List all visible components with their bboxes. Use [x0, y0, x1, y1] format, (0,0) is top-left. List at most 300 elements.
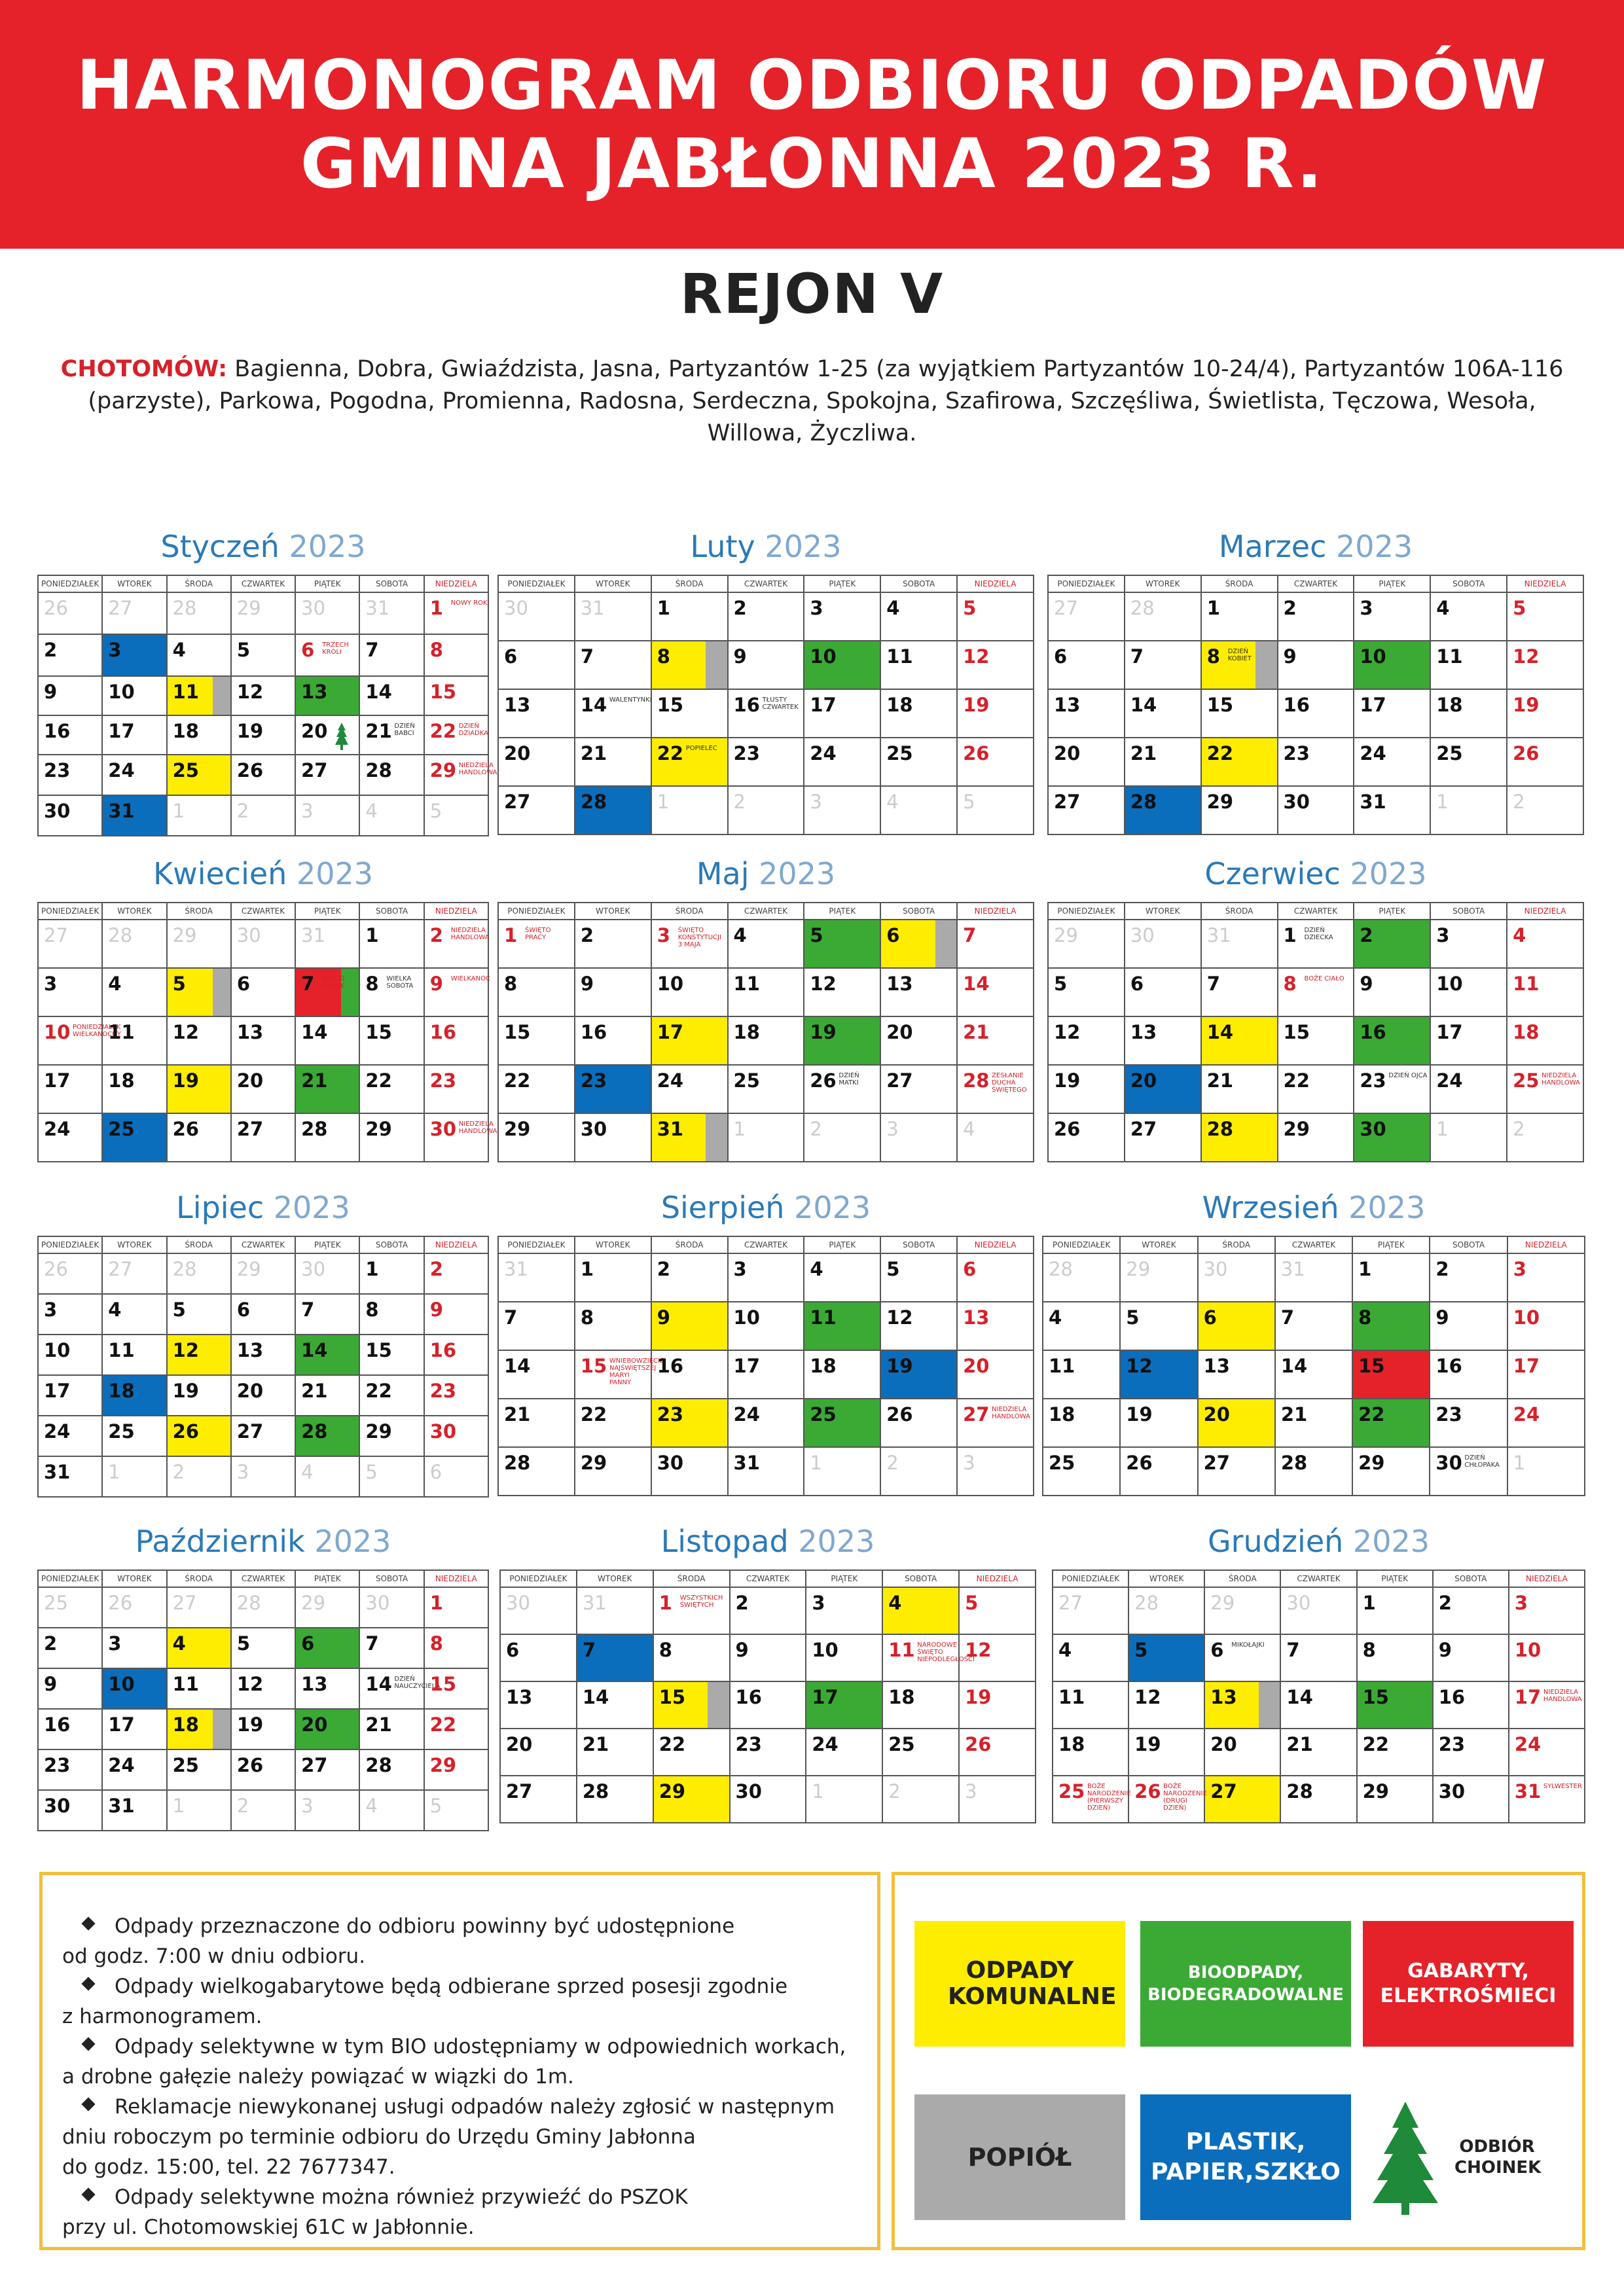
day-label: NIEDZIELA HANDLOWA [450, 927, 490, 941]
day-cell [167, 1749, 231, 1790]
day-number: 27 [108, 1258, 133, 1280]
day-number: 26 [1513, 742, 1540, 764]
day-number: 17 [810, 694, 837, 716]
other-month-day [804, 786, 880, 834]
day-cell [295, 634, 359, 676]
day-number: 18 [1436, 694, 1463, 716]
day-label: TRZECH KRÓLI [322, 641, 349, 656]
weekday-header: SOBOTA [880, 903, 957, 920]
day-cell [1201, 689, 1278, 738]
month-grid [37, 902, 497, 1162]
day-number: 23 [429, 1069, 457, 1092]
info-line [62, 2122, 857, 2152]
day-cell [359, 968, 424, 1016]
info-line [62, 1971, 857, 2001]
legend-popiol [914, 2094, 1125, 2220]
day-cell [651, 689, 728, 738]
day-cell [359, 1709, 424, 1749]
day-cell [1354, 641, 1430, 689]
day-number: 25 [1058, 1780, 1085, 1803]
day-cell [1275, 1399, 1352, 1447]
day-number: 4 [108, 973, 122, 995]
day-cell [653, 1729, 730, 1776]
day-cell [880, 1253, 957, 1302]
day-number: 24 [657, 1069, 684, 1092]
day-number: 1 [812, 1780, 824, 1803]
day-cell [231, 676, 295, 715]
other-month-day [359, 1790, 424, 1831]
weekday-header: NIEDZIELA [424, 575, 488, 592]
month-year: 2023 [296, 856, 374, 891]
info-line [62, 2152, 857, 2182]
day-number: 28 [172, 1258, 197, 1280]
day-number: 16 [429, 1021, 457, 1043]
day-number: 28 [582, 1780, 609, 1803]
day-label: NARODOWE ŚWIĘTO NIEPODLEGŁOŚCI [917, 1641, 975, 1663]
day-number: 20 [301, 1713, 328, 1736]
other-month-day [804, 1447, 880, 1496]
day-cell [804, 641, 880, 689]
day-number: 20 [236, 1069, 264, 1092]
day-number: 11 [733, 973, 760, 995]
day-number: 22 [1358, 1403, 1385, 1426]
day-number: 5 [965, 1592, 979, 1614]
weekday-header: SOBOTA [359, 903, 424, 920]
day-number: 29 [1283, 1118, 1310, 1140]
day-number: 31 [108, 1795, 135, 1817]
day-cell [424, 920, 488, 968]
day-label: WALENTYNKI [609, 696, 652, 704]
day-cell [1048, 641, 1125, 689]
legend-choinki-label: ODBIÓR CHOINEK [1454, 2137, 1542, 2178]
month-name: Marzec [1218, 529, 1337, 564]
day-number: 23 [1283, 742, 1310, 764]
day-cell [1043, 1399, 1120, 1447]
day-number: 13 [1210, 1686, 1237, 1708]
day-cell [102, 1416, 166, 1456]
day-cell [1354, 1113, 1430, 1162]
day-number: 10 [1513, 1306, 1540, 1329]
day-number: 3 [810, 791, 822, 813]
weekday-header: ŚRODA [1201, 575, 1278, 592]
day-cell [359, 1113, 424, 1162]
weekday-header: ŚRODA [1198, 1236, 1275, 1253]
day-number: 20 [1054, 742, 1081, 764]
day-cell [1430, 1350, 1507, 1399]
day-cell [38, 795, 102, 836]
day-cell [730, 1729, 806, 1776]
day-cell [728, 1016, 804, 1065]
day-label: NIEDZIELA HANDLOWA [1543, 1689, 1582, 1703]
other-month-day [575, 592, 651, 641]
day-label: NIEDZIELA HANDLOWA [458, 1121, 497, 1135]
day-number: 4 [301, 1461, 314, 1483]
day-number: 29 [504, 1118, 531, 1140]
day-cell [1430, 592, 1507, 641]
weekday-header: SOBOTA [880, 575, 957, 592]
day-number: 6 [301, 639, 315, 661]
day-number: 23 [580, 1069, 607, 1092]
day-number: 18 [1513, 1021, 1540, 1043]
day-cell [38, 634, 102, 676]
day-number: 11 [888, 1639, 915, 1661]
day-number: 10 [108, 1673, 135, 1695]
day-number: 18 [733, 1021, 760, 1043]
day-cell [1430, 1253, 1507, 1302]
day-cell [1507, 1253, 1585, 1302]
weekday-header: ŚRODA [1204, 1570, 1280, 1587]
day-number: 19 [172, 1380, 199, 1402]
day-number: 27 [301, 1754, 328, 1776]
day-cell [1433, 1681, 1509, 1729]
info-line [62, 2032, 857, 2062]
info-text: Odpady przeznaczone do odbioru powinny być udostępnione [115, 1914, 735, 1938]
day-number: 23 [1435, 1403, 1462, 1426]
day-cell [38, 1790, 102, 1831]
day-cell [167, 1628, 231, 1668]
day-cell [359, 1253, 424, 1294]
day-number: 24 [44, 1118, 71, 1140]
day-number: 15 [365, 1021, 392, 1043]
weekday-header: CZWARTEK [730, 1570, 806, 1587]
day-cell [1204, 1634, 1280, 1681]
bin-gray [213, 1710, 230, 1749]
day-number: 13 [301, 1673, 328, 1695]
day-cell [959, 1587, 1036, 1634]
day-number: 26 [1054, 1118, 1081, 1140]
day-cell [102, 795, 166, 836]
other-month-day [1507, 786, 1583, 834]
weekday-header: PONIEDZIAŁEK [38, 1236, 102, 1253]
day-cell [359, 634, 424, 676]
day-cell [424, 715, 488, 755]
day-number: 16 [44, 720, 71, 742]
day-number: 17 [657, 1021, 684, 1043]
weekday-header: CZWARTEK [1280, 1570, 1356, 1587]
day-cell [957, 689, 1034, 738]
day-cell [231, 755, 295, 795]
day-cell [1043, 1350, 1120, 1399]
day-number: 1 [172, 800, 185, 822]
day-number: 28 [236, 1592, 261, 1614]
day-cell [882, 1634, 975, 1681]
day-number: 31 [108, 800, 135, 822]
info-text: dniu roboczym po terminie odbioru do Urzędu Gminy Jabłonna [62, 2125, 696, 2149]
day-cell [359, 1668, 441, 1709]
day-cell [424, 1294, 488, 1335]
month-title [1052, 1518, 1585, 1564]
day-cell [424, 634, 488, 676]
day-cell [1354, 786, 1430, 834]
day-number: 14 [582, 1686, 609, 1708]
day-number: 7 [504, 1306, 518, 1329]
day-cell [804, 1065, 880, 1113]
day-cell [1053, 1634, 1128, 1681]
day-number: 3 [810, 597, 823, 619]
day-number: 5 [429, 1795, 442, 1817]
other-month-day [728, 1113, 804, 1162]
info-text: Odpady wielkogabarytowe będą odbierane sprzed posesji zgodnie [115, 1975, 788, 1998]
other-month-day [1053, 1587, 1128, 1634]
day-number: 10 [44, 1021, 71, 1043]
day-cell [1125, 1065, 1201, 1113]
day-label: BOŻE NARODZENIE (PIERWSZY DZIEŃ) [1087, 1783, 1131, 1812]
day-cell [498, 786, 575, 834]
day-number: 13 [1054, 694, 1081, 716]
day-cell [1275, 1302, 1352, 1350]
day-cell [1352, 1350, 1430, 1399]
day-number: 13 [236, 1339, 264, 1361]
day-number: 3 [1360, 597, 1373, 619]
other-month-day [957, 1113, 1034, 1162]
day-cell [880, 968, 957, 1016]
day-cell [1278, 1016, 1354, 1065]
day-cell [167, 1294, 231, 1335]
day-number: 16 [429, 1339, 457, 1361]
other-month-day [231, 1790, 295, 1831]
month-grid [37, 1236, 489, 1498]
day-number: 8 [365, 973, 379, 995]
day-number: 12 [965, 1639, 992, 1661]
day-cell [424, 1628, 488, 1668]
day-cell [957, 920, 1034, 968]
day-cell [424, 1016, 488, 1065]
legend-plastik [1140, 2094, 1351, 2220]
weekday-header: PIĄTEK [295, 1570, 359, 1587]
day-number: 11 [1513, 973, 1540, 995]
month-year: 2023 [289, 529, 366, 564]
day-cell [500, 1681, 577, 1729]
bullet-icon [81, 1977, 95, 1990]
day-cell [1278, 738, 1354, 786]
day-number: 27 [504, 791, 531, 813]
day-cell [1125, 641, 1201, 689]
day-cell [38, 1628, 102, 1668]
day-number: 12 [810, 973, 837, 995]
day-number: 17 [1436, 1021, 1463, 1043]
day-label: NOWY ROK [450, 600, 488, 607]
day-number: 21 [582, 1733, 609, 1755]
day-number: 29 [172, 924, 197, 946]
day-cell [575, 1065, 651, 1113]
other-month-day [498, 592, 575, 641]
day-cell [1352, 1399, 1430, 1447]
day-number: 21 [580, 742, 607, 764]
day-cell [1354, 738, 1430, 786]
day-number: 26 [886, 1403, 913, 1426]
other-month-day [167, 1790, 231, 1831]
weekday-header: CZWARTEK [231, 1570, 295, 1587]
day-number: 21 [1130, 742, 1157, 764]
day-number: 27 [886, 1069, 913, 1092]
day-cell [38, 1016, 121, 1065]
day-cell [1354, 592, 1430, 641]
day-number: 22 [365, 1380, 392, 1402]
day-number: 18 [888, 1686, 915, 1708]
day-number: 29 [429, 759, 457, 781]
day-number: 18 [108, 1069, 135, 1092]
day-number: 12 [1134, 1686, 1161, 1708]
day-cell [806, 1681, 882, 1729]
month-name: Październik [135, 1524, 315, 1559]
day-cell [498, 1350, 575, 1399]
day-cell [1053, 1776, 1131, 1823]
day-number: 9 [657, 1306, 670, 1329]
day-cell [424, 1416, 488, 1456]
day-number: 29 [236, 597, 261, 619]
day-number: 12 [236, 681, 264, 703]
day-number: 14 [1130, 694, 1157, 716]
day-number: 9 [44, 1673, 58, 1695]
day-number: 15 [657, 694, 684, 716]
weekday-header: WTOREK [1125, 575, 1201, 592]
other-month-day [295, 795, 359, 836]
day-number: 17 [44, 1380, 71, 1402]
day-cell [577, 1634, 653, 1681]
day-cell [1120, 1350, 1197, 1399]
day-number: 12 [236, 1673, 264, 1695]
day-cell [424, 1749, 488, 1790]
other-month-day [231, 795, 295, 836]
day-cell [38, 715, 102, 755]
day-cell [1430, 920, 1507, 968]
day-number: 25 [172, 1754, 199, 1776]
day-cell [1507, 1350, 1585, 1399]
day-number: 18 [108, 1380, 135, 1402]
legend-gabaryty-label: GABARYTY, ELEKTROŚMIECI [1380, 1960, 1557, 2007]
day-number: 25 [888, 1733, 915, 1755]
day-cell [1507, 689, 1583, 738]
other-month-day [498, 1253, 575, 1302]
day-number: 8 [1283, 973, 1297, 995]
day-number: 15 [429, 681, 457, 703]
day-number: 5 [1126, 1306, 1140, 1329]
bin-gray [213, 969, 230, 1016]
day-cell [728, 738, 804, 786]
weekday-header: NIEDZIELA [957, 1236, 1034, 1253]
day-number: 12 [1054, 1021, 1081, 1043]
weekday-header: NIEDZIELA [424, 1570, 488, 1587]
day-number: 5 [236, 639, 251, 661]
day-cell [1280, 1634, 1356, 1681]
day-cell [167, 968, 231, 1016]
day-number: 20 [236, 1380, 264, 1402]
weekday-header: SOBOTA [359, 1570, 424, 1587]
day-cell [102, 1628, 166, 1668]
day-number: 30 [301, 597, 326, 619]
day-label: TŁUSTY CZWARTEK [762, 696, 799, 711]
weekday-header: SOBOTA [359, 575, 424, 592]
day-cell [1204, 1776, 1280, 1823]
day-cell [1201, 641, 1278, 689]
other-month-day [167, 592, 231, 634]
weekday-header: ŚRODA [167, 1570, 231, 1587]
day-cell [167, 1065, 231, 1113]
day-number: 3 [236, 1461, 249, 1483]
day-number: 29 [1358, 1452, 1385, 1474]
day-cell [959, 1729, 1036, 1776]
weekday-header: WTOREK [1128, 1570, 1204, 1587]
day-number: 21 [301, 1069, 328, 1092]
day-cell [38, 1065, 102, 1113]
day-number: 1 [659, 1592, 672, 1614]
day-number: 19 [810, 1021, 837, 1043]
day-number: 2 [888, 1780, 901, 1803]
day-cell [1280, 1729, 1356, 1776]
day-number: 14 [1280, 1355, 1308, 1377]
day-cell [167, 715, 231, 755]
day-number: 1 [1436, 1118, 1449, 1140]
day-number: 5 [172, 1299, 186, 1321]
day-number: 31 [1206, 924, 1231, 946]
day-number: 16 [1283, 694, 1310, 716]
other-month-day [167, 1253, 231, 1294]
day-number: 31 [1360, 791, 1386, 813]
day-cell [231, 1668, 295, 1709]
day-number: 8 [429, 1632, 443, 1655]
legend-komunalne [914, 1921, 1125, 2047]
month-year: 2023 [794, 1190, 871, 1225]
day-number: 27 [236, 1118, 264, 1140]
day-cell [651, 920, 728, 968]
day-number: 18 [172, 720, 199, 742]
bin-gray [1259, 1682, 1280, 1728]
day-number: 2 [429, 924, 443, 946]
day-number: 4 [886, 791, 899, 813]
weekday-header: CZWARTEK [728, 903, 804, 920]
day-cell [295, 1628, 359, 1668]
weekday-header: PONIEDZIAŁEK [498, 903, 575, 920]
day-cell [575, 1113, 651, 1162]
day-number: 8 [1362, 1639, 1376, 1661]
day-cell [1201, 1113, 1278, 1162]
day-cell [167, 634, 231, 676]
day-number: 15 [1358, 1355, 1385, 1377]
day-cell [498, 1113, 575, 1162]
day-label: MIKOŁAJKI [1231, 1641, 1265, 1649]
day-cell [231, 634, 295, 676]
day-number: 4 [365, 1795, 378, 1817]
day-number: 17 [733, 1355, 760, 1377]
day-cell [295, 1375, 359, 1416]
day-cell [1509, 1634, 1585, 1681]
day-cell [231, 1375, 295, 1416]
day-cell [1128, 1634, 1204, 1681]
day-number: 9 [1435, 1306, 1449, 1329]
day-number: 24 [44, 1420, 71, 1443]
other-month-day [102, 1253, 166, 1294]
day-label: PONIEDZIAŁEK WIELKANOCNY [73, 1024, 121, 1038]
day-number: 1 [429, 597, 443, 619]
day-number: 28 [1280, 1452, 1308, 1474]
month-title [497, 1185, 1034, 1230]
day-number: 4 [172, 639, 186, 661]
day-cell [295, 1749, 359, 1790]
day-number: 29 [301, 1592, 326, 1614]
day-cell [651, 1447, 728, 1496]
day-cell [806, 1729, 882, 1776]
day-cell [424, 968, 488, 1016]
day-cell [957, 1016, 1034, 1065]
day-number: 12 [963, 645, 990, 668]
day-number: 2 [735, 1592, 749, 1614]
weekday-header: WTOREK [575, 1236, 651, 1253]
day-number: 15 [580, 1355, 607, 1377]
day-number: 5 [236, 1632, 251, 1655]
other-month-day [102, 1587, 166, 1628]
day-number: 2 [1360, 924, 1373, 946]
other-month-day [959, 1776, 1036, 1823]
